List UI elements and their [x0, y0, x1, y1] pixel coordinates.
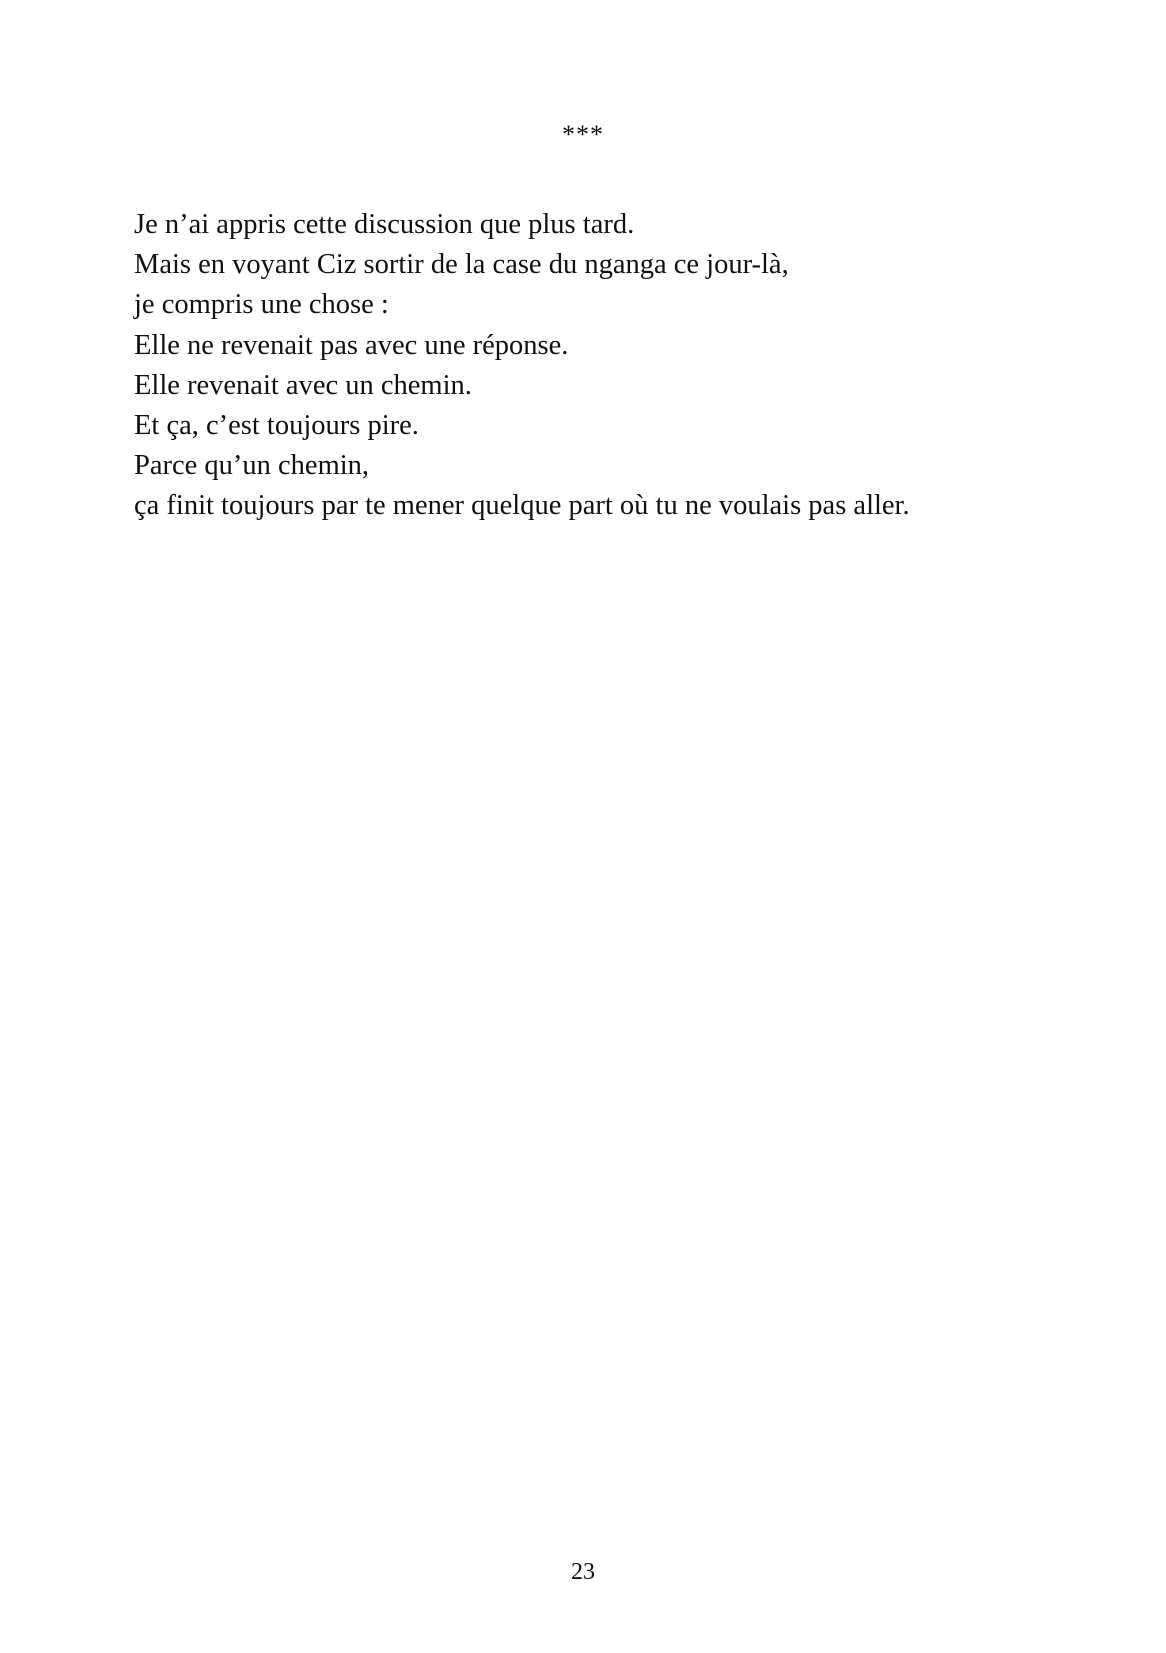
text-line: Mais en voyant Ciz sortir de la case du nganga ce jour-là,: [134, 249, 789, 281]
text-line: Et ça, c’est toujours pire.: [134, 410, 419, 442]
body-text: [134, 205, 1074, 527]
text-line: Je n’ai appris cette discussion que plus tard.: [134, 209, 635, 240]
text-line: ça finit toujours par te mener quelque part où tu ne voulais pas aller.: [134, 490, 910, 522]
text-line: Elle revenait avec un chemin.: [134, 369, 472, 401]
page-number: 23: [571, 1559, 595, 1585]
text-line: Elle ne revenait pas avec une réponse.: [134, 329, 569, 361]
section-separator: ***: [562, 120, 604, 149]
text-line: Parce qu’un chemin,: [134, 450, 370, 482]
text-line: je compris une chose :: [134, 289, 389, 321]
